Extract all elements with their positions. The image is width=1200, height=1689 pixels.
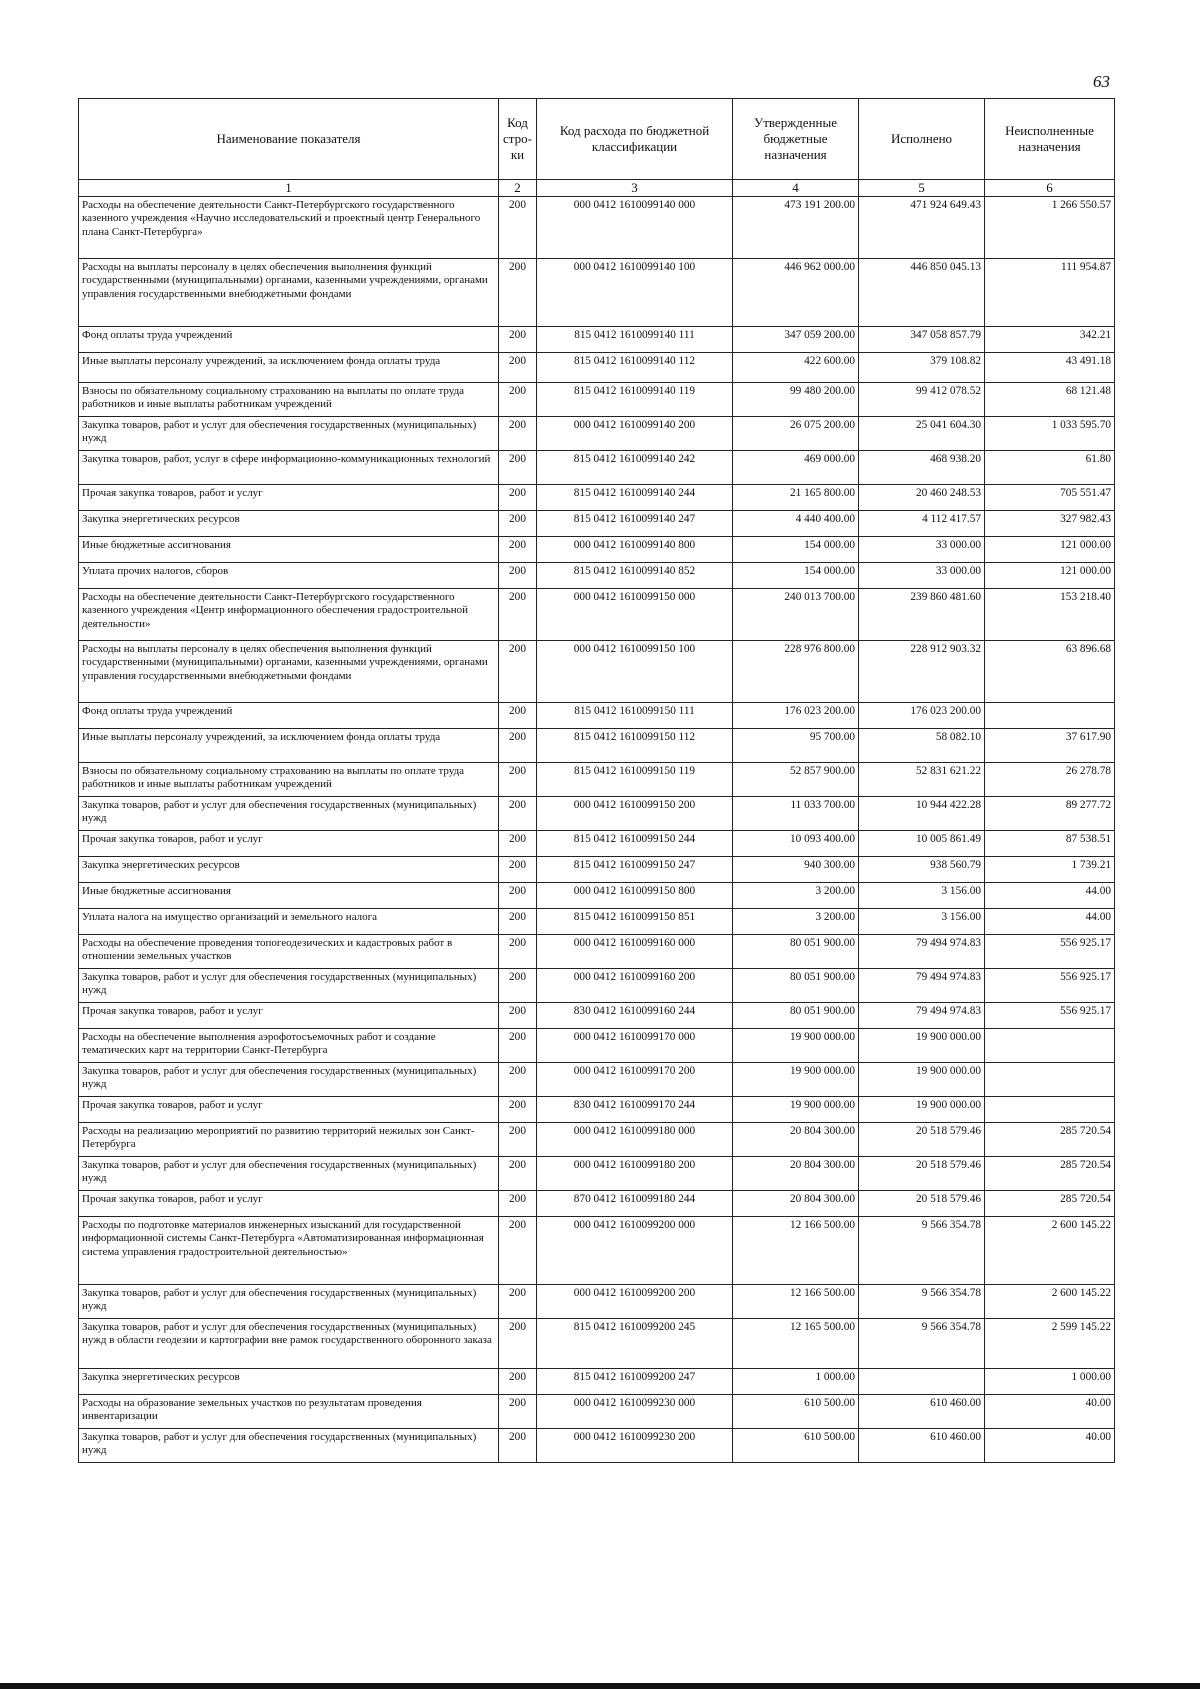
unexecuted-amount-cell: 121 000.00: [985, 537, 1115, 563]
approved-amount-cell: 4 440 400.00: [733, 511, 859, 537]
row-code-cell: 200: [499, 537, 537, 563]
row-code-cell: 200: [499, 451, 537, 485]
table-row: [79, 703, 1115, 729]
unexecuted-amount-cell: 2 600 145.22: [985, 1217, 1115, 1285]
approved-amount-cell: 228 976 800.00: [733, 641, 859, 703]
approved-amount-cell: 95 700.00: [733, 729, 859, 763]
row-code-cell: 200: [499, 259, 537, 327]
approved-amount-cell: 473 191 200.00: [733, 197, 859, 259]
budget-code-cell: 000 0412 1610099180 200: [537, 1157, 733, 1191]
unexecuted-amount-cell: 111 954.87: [985, 259, 1115, 327]
row-code-cell: 200: [499, 1123, 537, 1157]
header-row-code: Код стро-ки: [499, 99, 537, 180]
unexecuted-amount-cell: [985, 1063, 1115, 1097]
indicator-name-cell: Закупка энергетических ресурсов: [79, 857, 499, 883]
scan-edge-bar: [0, 1683, 1200, 1689]
row-code-cell: 200: [499, 417, 537, 451]
approved-amount-cell: 20 804 300.00: [733, 1191, 859, 1217]
executed-amount-cell: 20 460 248.53: [859, 485, 985, 511]
table-row: [79, 729, 1115, 763]
budget-code-cell: 000 0412 1610099160 000: [537, 935, 733, 969]
row-code-cell: 200: [499, 485, 537, 511]
unexecuted-amount-cell: 153 218.40: [985, 589, 1115, 641]
budget-code-cell: 815 0412 1610099150 112: [537, 729, 733, 763]
unexecuted-amount-cell: 1 739.21: [985, 857, 1115, 883]
unexecuted-amount-cell: 44.00: [985, 883, 1115, 909]
executed-amount-cell: 610 460.00: [859, 1395, 985, 1429]
approved-amount-cell: 80 051 900.00: [733, 1003, 859, 1029]
budget-execution-table: [78, 98, 1115, 1463]
approved-amount-cell: 10 093 400.00: [733, 831, 859, 857]
indicator-name-cell: Расходы на образование земельных участков по результатам проведения инвентаризации: [79, 1395, 499, 1429]
table-row: [79, 831, 1115, 857]
table-row: [79, 883, 1115, 909]
row-code-cell: 200: [499, 1003, 537, 1029]
table-row: [79, 417, 1115, 451]
row-code-cell: 200: [499, 1217, 537, 1285]
approved-amount-cell: 154 000.00: [733, 563, 859, 589]
budget-code-cell: 830 0412 1610099170 244: [537, 1097, 733, 1123]
approved-amount-cell: 176 023 200.00: [733, 703, 859, 729]
indicator-name-cell: Закупка товаров, работ и услуг для обеспечения государственных (муниципальных) нужд: [79, 1429, 499, 1463]
row-code-cell: 200: [499, 563, 537, 589]
executed-amount-cell: 19 900 000.00: [859, 1097, 985, 1123]
unexecuted-amount-cell: 285 720.54: [985, 1157, 1115, 1191]
indicator-name-cell: Закупка товаров, работ и услуг для обеспечения государственных (муниципальных) нужд: [79, 417, 499, 451]
executed-amount-cell: 9 566 354.78: [859, 1285, 985, 1319]
approved-amount-cell: 52 857 900.00: [733, 763, 859, 797]
table-row: [79, 1285, 1115, 1319]
executed-amount-cell: 20 518 579.46: [859, 1157, 985, 1191]
approved-amount-cell: 99 480 200.00: [733, 383, 859, 417]
executed-amount-cell: 228 912 903.32: [859, 641, 985, 703]
approved-amount-cell: 610 500.00: [733, 1395, 859, 1429]
budget-code-cell: 000 0412 1610099200 000: [537, 1217, 733, 1285]
indicator-name-cell: Иные бюджетные ассигнования: [79, 883, 499, 909]
row-code-cell: 200: [499, 641, 537, 703]
executed-amount-cell: 379 108.82: [859, 353, 985, 383]
unexecuted-amount-cell: 68 121.48: [985, 383, 1115, 417]
table-row: [79, 259, 1115, 327]
indicator-name-cell: Закупка товаров, работ и услуг для обеспечения государственных (муниципальных) нужд: [79, 969, 499, 1003]
budget-code-cell: 000 0412 1610099150 000: [537, 589, 733, 641]
budget-code-cell: 815 0412 1610099140 119: [537, 383, 733, 417]
table-row: [79, 1217, 1115, 1285]
row-code-cell: 200: [499, 589, 537, 641]
budget-code-cell: 815 0412 1610099140 112: [537, 353, 733, 383]
indicator-name-cell: Взносы по обязательному социальному страхованию на выплаты по оплате труда работников и иные выплаты работникам учреждений: [79, 383, 499, 417]
header-budget-code: Код расхода по бюджетной классификации: [537, 99, 733, 180]
row-code-cell: 200: [499, 1285, 537, 1319]
executed-amount-cell: 938 560.79: [859, 857, 985, 883]
budget-code-cell: 815 0412 1610099200 247: [537, 1369, 733, 1395]
indicator-name-cell: Расходы на реализацию мероприятий по развитию территорий нежилых зон Санкт-Петербурга: [79, 1123, 499, 1157]
table-header-row: [79, 99, 1115, 180]
indicator-name-cell: Расходы по подготовке материалов инженерных изысканий для государственной информационной системы Санкт-Петербурга «Автоматизированная информационная система управления градостроительной деятельностью»: [79, 1217, 499, 1285]
approved-amount-cell: 20 804 300.00: [733, 1123, 859, 1157]
indicator-name-cell: Прочая закупка товаров, работ и услуг: [79, 1191, 499, 1217]
table-row: [79, 857, 1115, 883]
row-code-cell: 200: [499, 327, 537, 353]
approved-amount-cell: 3 200.00: [733, 883, 859, 909]
unexecuted-amount-cell: 61.80: [985, 451, 1115, 485]
executed-amount-cell: 33 000.00: [859, 563, 985, 589]
unexecuted-amount-cell: 89 277.72: [985, 797, 1115, 831]
table-row: [79, 1369, 1115, 1395]
unexecuted-amount-cell: 705 551.47: [985, 485, 1115, 511]
approved-amount-cell: 347 059 200.00: [733, 327, 859, 353]
indicator-name-cell: Фонд оплаты труда учреждений: [79, 327, 499, 353]
table-row: [79, 909, 1115, 935]
unexecuted-amount-cell: 40.00: [985, 1395, 1115, 1429]
row-code-cell: 200: [499, 763, 537, 797]
table-row: [79, 327, 1115, 353]
executed-amount-cell: 20 518 579.46: [859, 1123, 985, 1157]
table-row: [79, 589, 1115, 641]
unexecuted-amount-cell: 1 000.00: [985, 1369, 1115, 1395]
indicator-name-cell: Закупка энергетических ресурсов: [79, 1369, 499, 1395]
unexecuted-amount-cell: 44.00: [985, 909, 1115, 935]
approved-amount-cell: 19 900 000.00: [733, 1097, 859, 1123]
table-row: [79, 485, 1115, 511]
budget-code-cell: 815 0412 1610099140 244: [537, 485, 733, 511]
budget-code-cell: 000 0412 1610099170 000: [537, 1029, 733, 1063]
executed-amount-cell: 79 494 974.83: [859, 1003, 985, 1029]
approved-amount-cell: 19 900 000.00: [733, 1063, 859, 1097]
executed-amount-cell: 25 041 604.30: [859, 417, 985, 451]
indicator-name-cell: Расходы на выплаты персоналу в целях обеспечения выполнения функций государственными (муниципальными) органами, казенными учреждениями, органами управления государственными внебюджетными фондами: [79, 259, 499, 327]
row-code-cell: 200: [499, 1097, 537, 1123]
executed-amount-cell: 52 831 621.22: [859, 763, 985, 797]
executed-amount-cell: 33 000.00: [859, 537, 985, 563]
table-row: [79, 1003, 1115, 1029]
table-row: [79, 537, 1115, 563]
budget-code-cell: 815 0412 1610099150 111: [537, 703, 733, 729]
row-code-cell: 200: [499, 969, 537, 1003]
approved-amount-cell: 20 804 300.00: [733, 1157, 859, 1191]
column-number-row: [79, 180, 1115, 197]
executed-amount-cell: 446 850 045.13: [859, 259, 985, 327]
approved-amount-cell: 12 166 500.00: [733, 1217, 859, 1285]
unexecuted-amount-cell: 556 925.17: [985, 969, 1115, 1003]
table-row: [79, 1429, 1115, 1463]
row-code-cell: 200: [499, 729, 537, 763]
table-row: [79, 1063, 1115, 1097]
row-code-cell: 200: [499, 1369, 537, 1395]
approved-amount-cell: 21 165 800.00: [733, 485, 859, 511]
approved-amount-cell: 446 962 000.00: [733, 259, 859, 327]
unexecuted-amount-cell: 1 266 550.57: [985, 197, 1115, 259]
indicator-name-cell: Расходы на выплаты персоналу в целях обеспечения выполнения функций государственными (муниципальными) органами, казенными учреждениями, органами управления государственными внебюджетными фондами: [79, 641, 499, 703]
executed-amount-cell: 3 156.00: [859, 883, 985, 909]
unexecuted-amount-cell: 556 925.17: [985, 935, 1115, 969]
budget-code-cell: 000 0412 1610099140 200: [537, 417, 733, 451]
indicator-name-cell: Иные выплаты персоналу учреждений, за исключением фонда оплаты труда: [79, 353, 499, 383]
unexecuted-amount-cell: 2 600 145.22: [985, 1285, 1115, 1319]
budget-code-cell: 000 0412 1610099200 200: [537, 1285, 733, 1319]
unexecuted-amount-cell: 327 982.43: [985, 511, 1115, 537]
row-code-cell: 200: [499, 353, 537, 383]
approved-amount-cell: 80 051 900.00: [733, 969, 859, 1003]
unexecuted-amount-cell: 285 720.54: [985, 1191, 1115, 1217]
indicator-name-cell: Расходы на обеспечение деятельности Санкт-Петербургского государственного казенного учреждения «Центр информационного обеспечения градостроительной деятельности»: [79, 589, 499, 641]
budget-code-cell: 815 0412 1610099150 244: [537, 831, 733, 857]
unexecuted-amount-cell: 2 599 145.22: [985, 1319, 1115, 1369]
executed-amount-cell: 19 900 000.00: [859, 1063, 985, 1097]
executed-amount-cell: 79 494 974.83: [859, 969, 985, 1003]
executed-amount-cell: 3 156.00: [859, 909, 985, 935]
approved-amount-cell: 610 500.00: [733, 1429, 859, 1463]
table-row: [79, 1319, 1115, 1369]
table-row: [79, 969, 1115, 1003]
unexecuted-amount-cell: 87 538.51: [985, 831, 1115, 857]
unexecuted-amount-cell: 556 925.17: [985, 1003, 1115, 1029]
row-code-cell: 200: [499, 1063, 537, 1097]
row-code-cell: 200: [499, 383, 537, 417]
unexecuted-amount-cell: 1 033 595.70: [985, 417, 1115, 451]
indicator-name-cell: Фонд оплаты труда учреждений: [79, 703, 499, 729]
unexecuted-amount-cell: [985, 1029, 1115, 1063]
table-row: [79, 641, 1115, 703]
approved-amount-cell: 422 600.00: [733, 353, 859, 383]
table-row: [79, 563, 1115, 589]
indicator-name-cell: Уплата прочих налогов, сборов: [79, 563, 499, 589]
row-code-cell: 200: [499, 1029, 537, 1063]
indicator-name-cell: Расходы на обеспечение деятельности Санкт-Петербургского государственного казенного учреждения «Научно исследовательский и проектный центр Генерального плана Санкт-Петербурга»: [79, 197, 499, 259]
budget-code-cell: 815 0412 1610099150 851: [537, 909, 733, 935]
table-row: [79, 763, 1115, 797]
approved-amount-cell: 26 075 200.00: [733, 417, 859, 451]
executed-amount-cell: 4 112 417.57: [859, 511, 985, 537]
table-row: [79, 1097, 1115, 1123]
budget-code-cell: 815 0412 1610099140 242: [537, 451, 733, 485]
column-number: 6: [985, 180, 1115, 197]
executed-amount-cell: 10 005 861.49: [859, 831, 985, 857]
indicator-name-cell: Расходы на обеспечение проведения топогеодезических и кадастровых работ в отношении земельных участков: [79, 935, 499, 969]
executed-amount-cell: 239 860 481.60: [859, 589, 985, 641]
executed-amount-cell: 10 944 422.28: [859, 797, 985, 831]
indicator-name-cell: Расходы на обеспечение выполнения аэрофотосъемочных работ и создание тематических карт на территории Санкт-Петербурга: [79, 1029, 499, 1063]
column-number: 3: [537, 180, 733, 197]
unexecuted-amount-cell: 63 896.68: [985, 641, 1115, 703]
executed-amount-cell: 347 058 857.79: [859, 327, 985, 353]
approved-amount-cell: 11 033 700.00: [733, 797, 859, 831]
column-number: 5: [859, 180, 985, 197]
executed-amount-cell: 99 412 078.52: [859, 383, 985, 417]
row-code-cell: 200: [499, 883, 537, 909]
indicator-name-cell: Закупка товаров, работ и услуг для обеспечения государственных (муниципальных) нужд: [79, 1157, 499, 1191]
budget-code-cell: 830 0412 1610099160 244: [537, 1003, 733, 1029]
budget-code-cell: 000 0412 1610099140 000: [537, 197, 733, 259]
executed-amount-cell: 20 518 579.46: [859, 1191, 985, 1217]
header-unexecuted: Неисполненные назначения: [985, 99, 1115, 180]
budget-code-cell: 815 0412 1610099140 111: [537, 327, 733, 353]
indicator-name-cell: Прочая закупка товаров, работ и услуг: [79, 1003, 499, 1029]
executed-amount-cell: 468 938.20: [859, 451, 985, 485]
budget-code-cell: 000 0412 1610099160 200: [537, 969, 733, 1003]
budget-code-cell: 000 0412 1610099150 100: [537, 641, 733, 703]
indicator-name-cell: Прочая закупка товаров, работ и услуг: [79, 831, 499, 857]
indicator-name-cell: Закупка товаров, работ и услуг для обеспечения государственных (муниципальных) нужд: [79, 1285, 499, 1319]
approved-amount-cell: 80 051 900.00: [733, 935, 859, 969]
row-code-cell: 200: [499, 1395, 537, 1429]
column-number: 4: [733, 180, 859, 197]
row-code-cell: 200: [499, 909, 537, 935]
unexecuted-amount-cell: 342.21: [985, 327, 1115, 353]
approved-amount-cell: 240 013 700.00: [733, 589, 859, 641]
approved-amount-cell: 1 000.00: [733, 1369, 859, 1395]
approved-amount-cell: 940 300.00: [733, 857, 859, 883]
approved-amount-cell: 469 000.00: [733, 451, 859, 485]
executed-amount-cell: 176 023 200.00: [859, 703, 985, 729]
executed-amount-cell: [859, 1369, 985, 1395]
table-row: [79, 353, 1115, 383]
approved-amount-cell: 19 900 000.00: [733, 1029, 859, 1063]
budget-code-cell: 815 0412 1610099140 247: [537, 511, 733, 537]
indicator-name-cell: Прочая закупка товаров, работ и услуг: [79, 485, 499, 511]
header-approved: Утвержденные бюджетные назначения: [733, 99, 859, 180]
executed-amount-cell: 9 566 354.78: [859, 1319, 985, 1369]
row-code-cell: 200: [499, 797, 537, 831]
indicator-name-cell: Иные бюджетные ассигнования: [79, 537, 499, 563]
indicator-name-cell: Взносы по обязательному социальному страхованию на выплаты по оплате труда работников и иные выплаты работникам учреждений: [79, 763, 499, 797]
budget-code-cell: 815 0412 1610099150 247: [537, 857, 733, 883]
header-executed: Исполнено: [859, 99, 985, 180]
budget-code-cell: 815 0412 1610099200 245: [537, 1319, 733, 1369]
table-row: [79, 1123, 1115, 1157]
header-indicator-name: Наименование показателя: [79, 99, 499, 180]
table-row: [79, 451, 1115, 485]
unexecuted-amount-cell: 43 491.18: [985, 353, 1115, 383]
unexecuted-amount-cell: 40.00: [985, 1429, 1115, 1463]
unexecuted-amount-cell: 26 278.78: [985, 763, 1115, 797]
executed-amount-cell: 471 924 649.43: [859, 197, 985, 259]
table-row: [79, 1191, 1115, 1217]
row-code-cell: 200: [499, 511, 537, 537]
unexecuted-amount-cell: 285 720.54: [985, 1123, 1115, 1157]
column-number: 1: [79, 180, 499, 197]
approved-amount-cell: 12 166 500.00: [733, 1285, 859, 1319]
table-row: [79, 197, 1115, 259]
row-code-cell: 200: [499, 197, 537, 259]
budget-code-cell: 000 0412 1610099180 000: [537, 1123, 733, 1157]
row-code-cell: 200: [499, 1319, 537, 1369]
unexecuted-amount-cell: [985, 703, 1115, 729]
table-row: [79, 797, 1115, 831]
table-row: [79, 935, 1115, 969]
table-row: [79, 1029, 1115, 1063]
budget-code-cell: 815 0412 1610099150 119: [537, 763, 733, 797]
indicator-name-cell: Закупка товаров, работ, услуг в сфере информационно-коммуникационных технологий: [79, 451, 499, 485]
row-code-cell: 200: [499, 935, 537, 969]
table-row: [79, 383, 1115, 417]
table-row: [79, 1157, 1115, 1191]
indicator-name-cell: Иные выплаты персоналу учреждений, за исключением фонда оплаты труда: [79, 729, 499, 763]
executed-amount-cell: 9 566 354.78: [859, 1217, 985, 1285]
budget-code-cell: 000 0412 1610099150 800: [537, 883, 733, 909]
executed-amount-cell: 58 082.10: [859, 729, 985, 763]
indicator-name-cell: Закупка энергетических ресурсов: [79, 511, 499, 537]
unexecuted-amount-cell: 37 617.90: [985, 729, 1115, 763]
executed-amount-cell: 19 900 000.00: [859, 1029, 985, 1063]
table-row: [79, 1395, 1115, 1429]
budget-code-cell: 000 0412 1610099140 100: [537, 259, 733, 327]
indicator-name-cell: Уплата налога на имущество организаций и земельного налога: [79, 909, 499, 935]
unexecuted-amount-cell: [985, 1097, 1115, 1123]
indicator-name-cell: Закупка товаров, работ и услуг для обеспечения государственных (муниципальных) нужд в области геодезии и картографии вне рамок государственного оборонного заказа: [79, 1319, 499, 1369]
page-number: 63: [1093, 72, 1110, 91]
executed-amount-cell: 79 494 974.83: [859, 935, 985, 969]
row-code-cell: 200: [499, 857, 537, 883]
approved-amount-cell: 3 200.00: [733, 909, 859, 935]
budget-code-cell: 000 0412 1610099230 000: [537, 1395, 733, 1429]
budget-code-cell: 000 0412 1610099140 800: [537, 537, 733, 563]
row-code-cell: 200: [499, 703, 537, 729]
row-code-cell: 200: [499, 1191, 537, 1217]
column-number: 2: [499, 180, 537, 197]
indicator-name-cell: Прочая закупка товаров, работ и услуг: [79, 1097, 499, 1123]
table-row: [79, 511, 1115, 537]
row-code-cell: 200: [499, 1429, 537, 1463]
row-code-cell: 200: [499, 1157, 537, 1191]
row-code-cell: 200: [499, 831, 537, 857]
budget-code-cell: 000 0412 1610099230 200: [537, 1429, 733, 1463]
budget-code-cell: 870 0412 1610099180 244: [537, 1191, 733, 1217]
table-body: [79, 197, 1115, 1463]
unexecuted-amount-cell: 121 000.00: [985, 563, 1115, 589]
budget-code-cell: 815 0412 1610099140 852: [537, 563, 733, 589]
approved-amount-cell: 154 000.00: [733, 537, 859, 563]
executed-amount-cell: 610 460.00: [859, 1429, 985, 1463]
budget-code-cell: 000 0412 1610099150 200: [537, 797, 733, 831]
indicator-name-cell: Закупка товаров, работ и услуг для обеспечения государственных (муниципальных) нужд: [79, 1063, 499, 1097]
indicator-name-cell: Закупка товаров, работ и услуг для обеспечения государственных (муниципальных) нужд: [79, 797, 499, 831]
budget-code-cell: 000 0412 1610099170 200: [537, 1063, 733, 1097]
approved-amount-cell: 12 165 500.00: [733, 1319, 859, 1369]
